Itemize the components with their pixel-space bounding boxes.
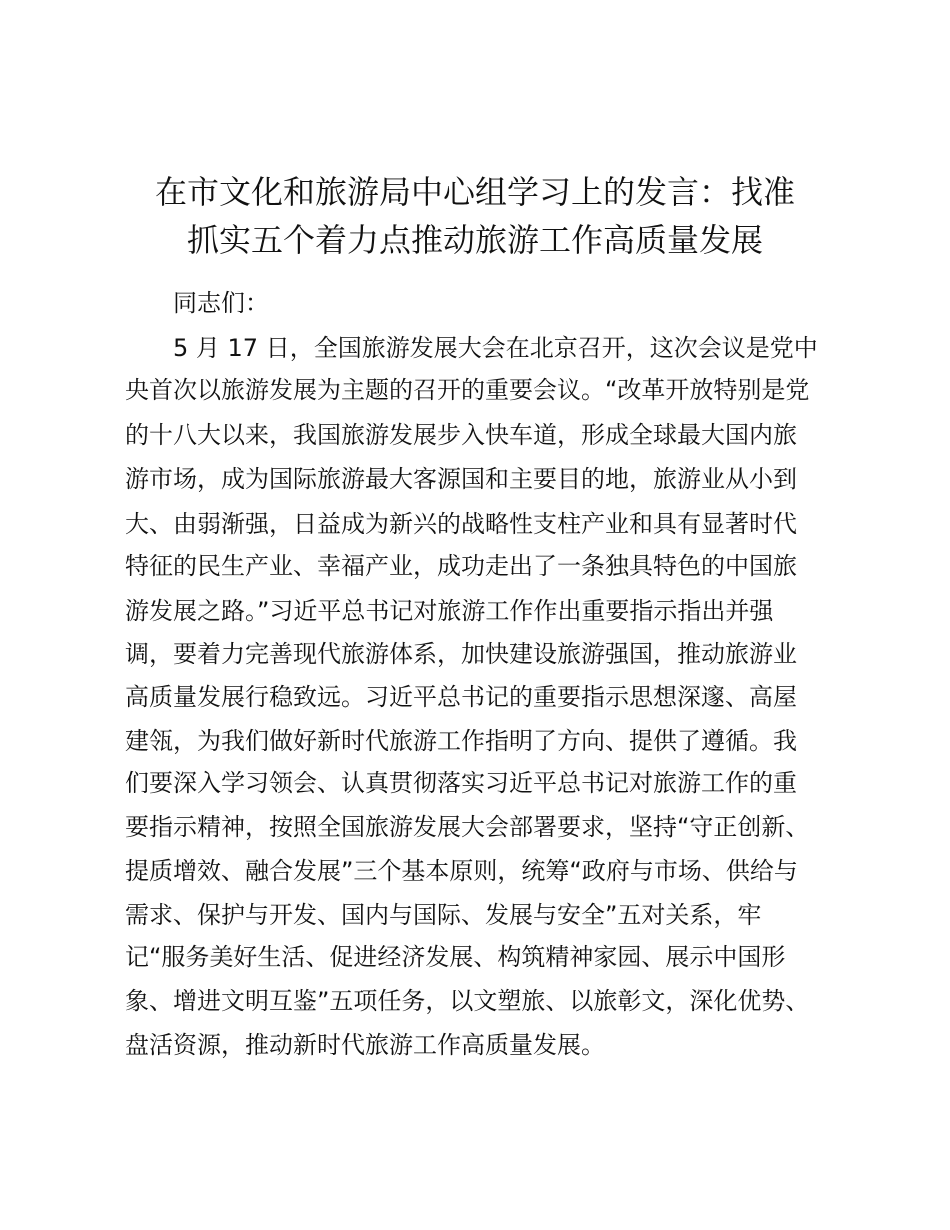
paragraph-line: 游市场，成为国际旅游最大客源国和主要目的地，旅游业从小到 [125,465,797,493]
title-line-1: 在市文化和旅游局中心组学习上的发言：找准 [154,173,795,211]
title-line-2: 抓实五个着力点推动旅游工作高质量发展 [186,221,763,259]
paragraph-line: 需求、保护与开发、国内与国际、发展与安全”五对关系，牢 [125,901,762,929]
paragraph-line: 大、由弱渐强，日益成为新兴的战略性支柱产业和具有显著时代 [125,510,797,538]
paragraph-line: 游发展之路。”习近平总书记对旅游工作作出重要指示指出并强 [125,597,774,625]
document-title [120,168,830,264]
paragraph-line: 调，要着力完善现代旅游体系，加快建设旅游强国，推动旅游业 [125,640,797,668]
paragraph-line: 们要深入学习领会、认真贯彻落实习近平总书记对旅游工作的重 [125,769,797,797]
paragraph-line: 象、增进文明互鉴”五项任务，以文塑旅、以旅彰文，深化优势、 [125,987,810,1015]
paragraph-line: 5 月 17 日，全国旅游发展大会在北京召开，这次会议是党中 [173,334,818,362]
paragraph-line: 的十八大以来，我国旅游发展步入快车道，形成全球最大国内旅 [125,421,797,449]
paragraph-line: 特征的民生产业、幸福产业，成功走出了一条独具特色的中国旅 [125,552,797,580]
paragraph-line: 建瓴，为我们做好新时代旅游工作指明了方向、提供了遵循。我 [125,727,797,755]
paragraph-line: 要指示精神，按照全国旅游发展大会部署要求，坚持“守正创新、 [125,813,810,841]
salutation: 同志们： [173,289,269,317]
paragraph-line: 记“服务美好生活、促进经济发展、构筑精神家园、展示中国形 [125,943,786,971]
paragraph-line: 高质量发展行稳致远。习近平总书记的重要指示思想深邃、高屋 [125,683,797,711]
paragraph-line: 盘活资源，推动新时代旅游工作高质量发展。 [125,1031,605,1059]
paragraph-line: 央首次以旅游发展为主题的召开的重要会议。“改革开放特别是党 [125,376,810,404]
paragraph-line: 提质增效、融合发展”三个基本原则，统筹“政府与市场、供给与 [125,857,798,885]
